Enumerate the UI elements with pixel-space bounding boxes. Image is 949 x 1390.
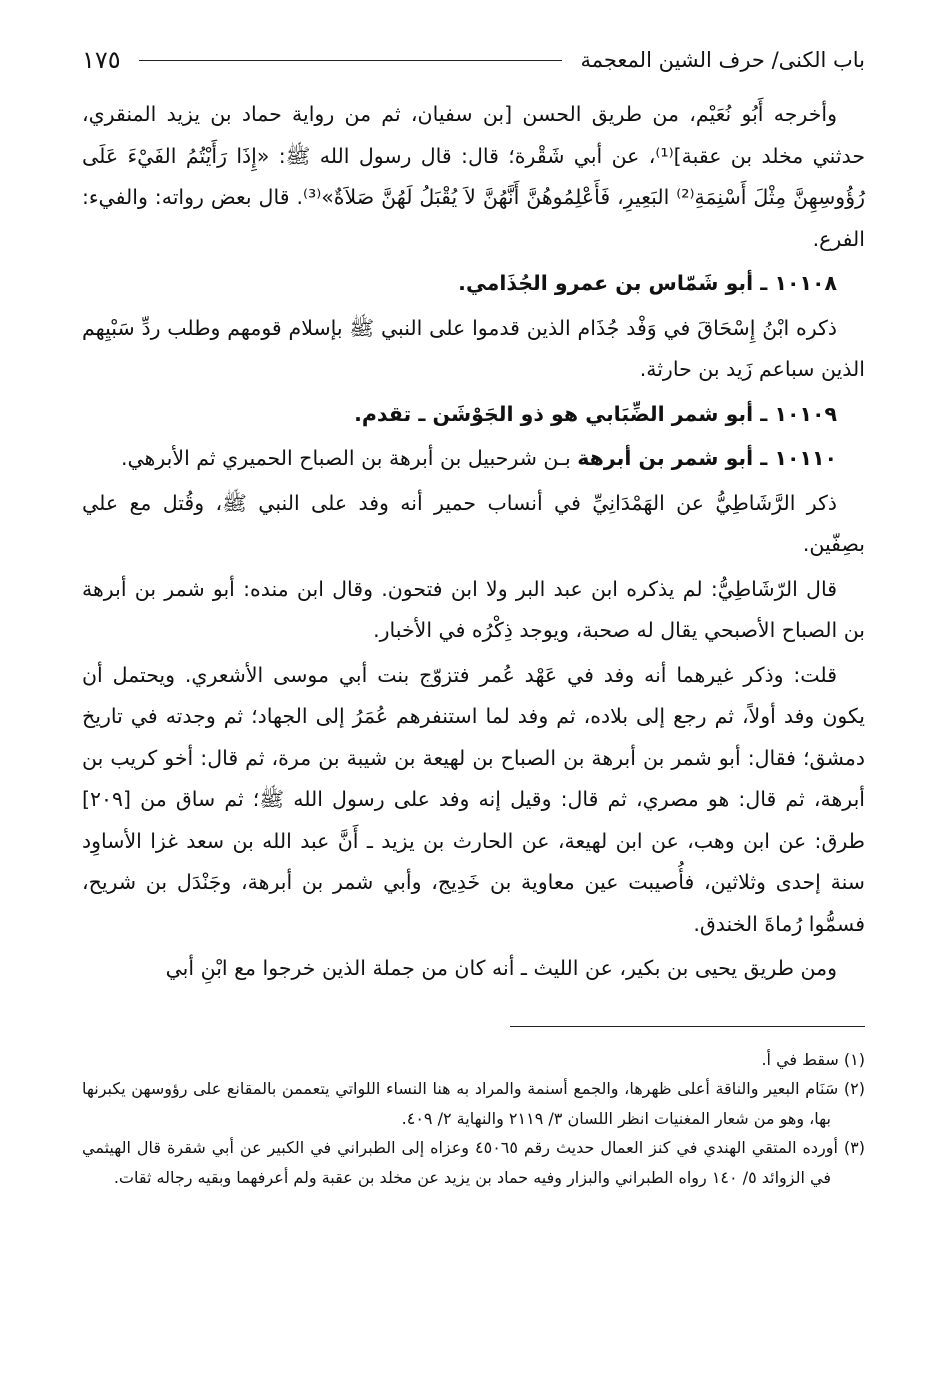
entry-10110 <box>82 438 865 480</box>
running-head: باب الكنى/ حرف الشين المعجمة <box>580 48 865 72</box>
page-header <box>82 40 865 80</box>
footnote-rule <box>510 1026 865 1027</box>
paragraph-3: ذكر الرَّشَاطِيُّ عن الهَمْدَانِيِّ في أنساب حمير أنه وفد على النبي ﷺ، وقُتل مع علي بصِفّين. <box>82 490 865 556</box>
footnote-2: (٢) سَنَام البعير والناقة أعلى ظهرها، والجمع أسنمة والمراد به هنا النساء اللواتي يتعممن بالمقانع على رؤوسهن يكبرنها بها، وهو من شعار المغنيات انظر اللسان ٣/ ٢١١٩ والنهاية ٢/ ٤٠٩. <box>82 1079 865 1128</box>
footnotes <box>82 1045 865 1193</box>
paragraph-1: وأخرجه أَبُو نُعَيْم، من طريق الحسن [بن سفيان، ثم من رواية حماد بن يزيد المنقري، حدثني مخلد بن عقبة]⁽¹⁾، عن أبي شَقْرة؛ قال: قال رسول الله ﷺ: «إِذَا رَأَيْتُمُ الفَيْءَ عَلَى رُؤُوسِهِنَّ مِثْلَ أَسْنِمَةِ⁽²⁾ البَعِيرِ، فَأَعْلِمُوهُنَّ أَنَّهُنَّ لاَ يُقْبَلُ لَهُنَّ صَلاَةٌ»⁽³⁾. قال بعض رواته: والفيء: الفرع. <box>82 102 865 251</box>
header-rule <box>139 60 563 61</box>
entry-10109-heading: ١٠١٠٩ ـ أبو شمر الضِّبَابي هو ذو الجَوْشَن ـ تقدم. <box>354 401 837 426</box>
paragraph-6: ومن طريق يحيى بن بكير، عن الليث ـ أنه كان من جملة الذين خرجوا مع ابْنِ أبي <box>165 956 837 980</box>
footnote-3: (٣) أورده المتقي الهندي في كنز العمال حديث رقم ٤٥٠٦٥ وعزاه إلى الطبراني في الكبير عن أبي شقرة قال الهيثمي في الزوائد ٥/ ١٤٠ رواه الطبراني والبزار وفيه حماد بن يزيد عن مخلد بن عقبة ولم أعرفهما وبقيه رجاله ثقات. <box>82 1138 866 1187</box>
entry-10108-heading: ١٠١٠٨ ـ أبو شَمّاس بن عمرو الجُذَامي. <box>458 271 837 295</box>
footnote-1: (١) سقط في أ. <box>761 1049 865 1069</box>
paragraph-5: قلت: وذكر غيرهما أنه وفد في عَهْد عُمر فتزوّج بنت أبي موسى الأشعري. ويحتمل أن يكون وفد أولاً، ثم رجع إلى بلاده، ثم وفد لما استنفرهم عُمَرُ إلى الجهاد؛ ثم وجدته في تاريخ دمشق؛ فقال: أبو شمر بن أبرهة بن الصباح بن لهيعة بن شيبة بن مرة، ثم قال: أخو كريب بن أبرهة، ثم قال: هو مصري، ثم قال: وقيل إنه وفد على رسول الله ﷺ؛ ثم ساق من [٢٠٩] طرق: عن ابن وهب، عن ابن لهيعة، عن الحارث بن يزيد ـ أَنَّ عبد الله بن سعد غزا الأساوِد سنة إحدى وثلاثين، فأُصيبت عين معاوية بن خَدِيج، وأبي شمر بن أبرهة، وجَنْدَل بن شريح، فسمُّوا رُماةَ الخندق. <box>82 662 865 936</box>
paragraph-2: ذكره ابْنُ إِسْحَاقَ في وَفْد جُذَام الذين قدموا على النبي ﷺ بإسلام قومهم وطلب ردِّ سَبْيِهم الذين سباعم زَيد بن حارثة. <box>82 315 865 381</box>
entry-10110-lineage: بـن شرحبيل بن أبرهة بن الصباح الحميري ثم الأبرهي. <box>120 446 578 470</box>
paragraph-4: قال الرّشَاطِيُّ: لم يذكره ابن عبد البر ولا ابن فتحون. وقال ابن منده: أبو شمر بن أبرهة بن الصباح الأصبحي يقال له صحبة، ويوجد ذِكْرُه في الأخبار. <box>82 576 865 642</box>
main-text <box>82 94 865 990</box>
entry-10110-heading: ١٠١١٠ ـ أبو شمر بن أبرهة <box>577 446 837 470</box>
page-number: ١٧٥ <box>82 46 121 74</box>
